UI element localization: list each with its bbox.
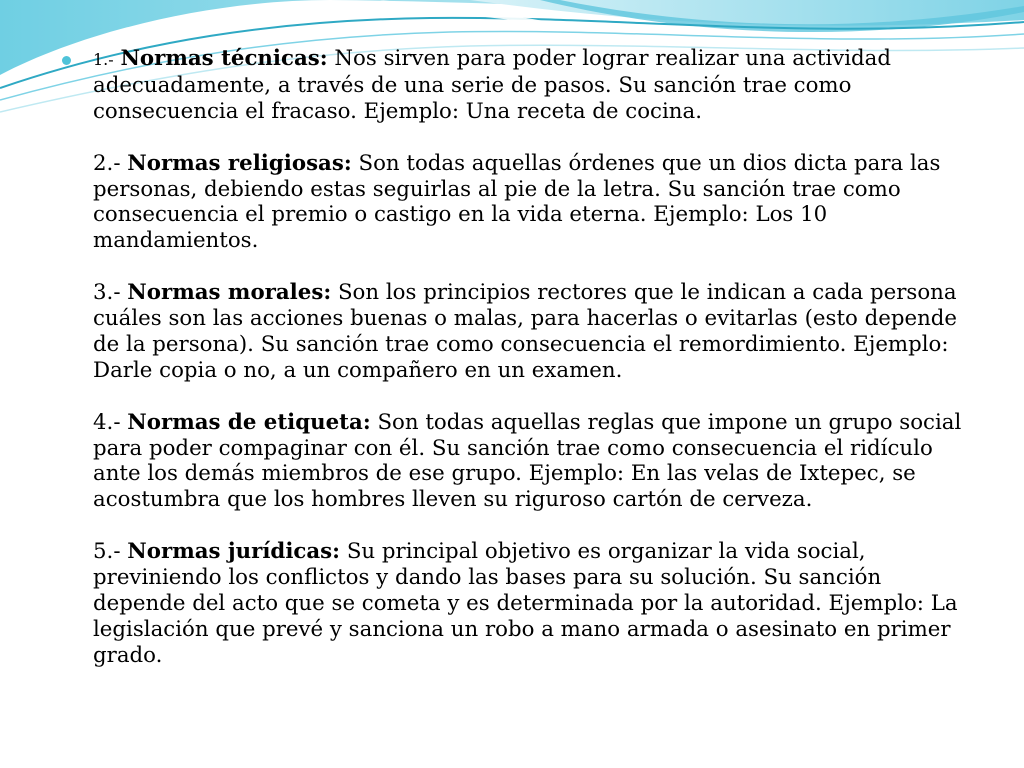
item-text: Son los principios rectores que le indican a cada persona cuáles son las acciones buenas o malas, para hacerlas o evitarlas (esto depende de la persona). Su sanción trae como consecuencia el remordimiento. Ejemplo: Darle copia o no, a un compañero en un examen.	[93, 280, 958, 383]
content-area	[60, 46, 970, 669]
item-text: Son todas aquellas reglas que impone un grupo social para poder compaginar con él. Su sanción trae como consecuencia el ridículo ante los demás miembros de ese grupo. Ejemplo: En las velas de Ixtepec, se acostumbra que los hombres lleven su riguroso cartón de cerveza.	[93, 409, 962, 513]
list-item-normas-juridicas	[93, 539, 970, 669]
item-term: Normas religiosas:	[127, 150, 352, 176]
bullet-dot-icon	[62, 56, 71, 65]
list-item-normas-etiqueta	[93, 410, 970, 514]
list-item-normas-religiosas	[93, 151, 970, 255]
list-item-normas-tecnicas	[93, 46, 970, 125]
norms-list	[93, 46, 970, 669]
item-number: 2.-	[93, 150, 121, 176]
item-number: 1.-	[93, 50, 114, 69]
item-term: Normas de etiqueta:	[127, 409, 371, 435]
item-text: Son todas aquellas órdenes que un dios dicta para las personas, debiendo estas seguirlas al pie de la letra. Su sanción trae como consecuencia el premio o castigo en la vida eterna. Ejemplo: Los 10 mandamientos.	[93, 150, 941, 254]
item-term: Normas técnicas:	[120, 46, 328, 71]
item-number: 4.-	[93, 409, 121, 435]
item-number: 3.-	[93, 280, 121, 306]
item-term: Normas jurídicas:	[127, 539, 341, 565]
item-number: 5.-	[93, 539, 121, 565]
list-item-normas-morales	[93, 280, 970, 384]
item-term: Normas morales:	[127, 280, 332, 306]
item-text: Nos sirven para poder lograr realizar una actividad adecuadamente, a través de una serie de pasos. Su sanción trae como consecuencia el fracaso. Ejemplo: Una receta de cocina.	[93, 46, 892, 124]
item-text: Su principal objetivo es organizar la vida social, previniendo los conflictos y dando las bases para su solución. Su sanción depende del acto que se cometa y es determinada por la autoridad. Ejemplo: La legislación que prevé y sanciona un robo a mano armada o asesinato en primer grado.	[93, 539, 958, 668]
